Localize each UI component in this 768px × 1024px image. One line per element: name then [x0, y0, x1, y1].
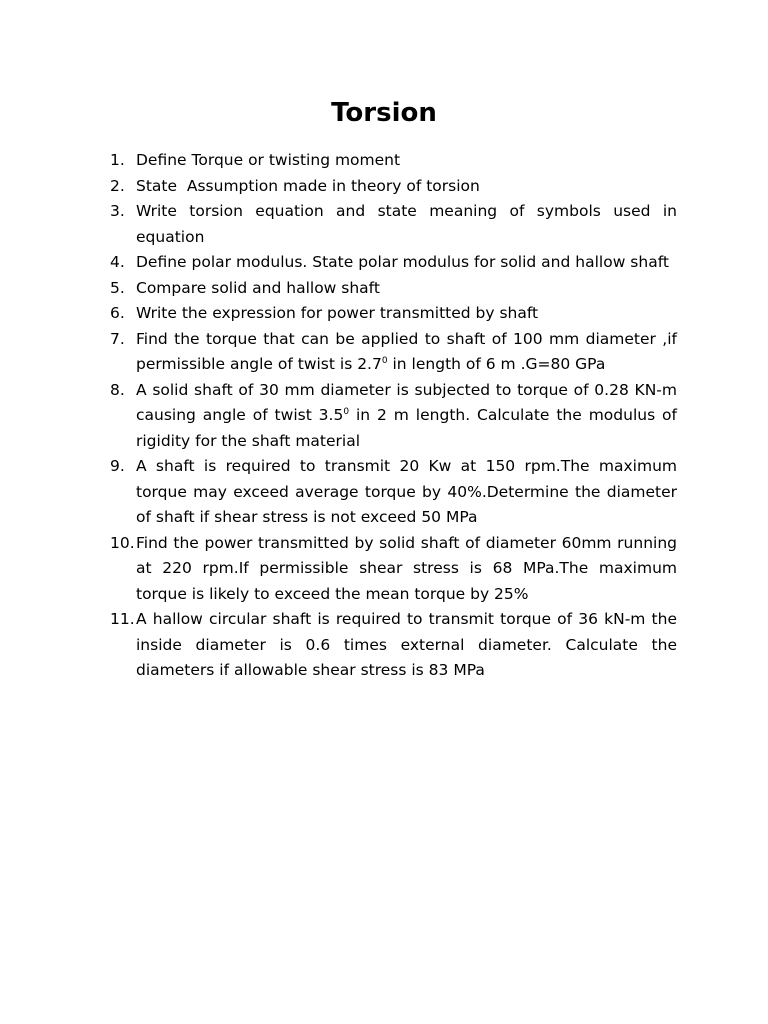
- question-text: Define Torque or twisting moment: [136, 151, 401, 169]
- question-text: Write the expression for power transmitted by shaft: [136, 304, 539, 322]
- question-text: Write torsion equation and state meaning of symbols used in equation: [136, 202, 677, 246]
- question-number: 1.: [110, 151, 125, 169]
- question-item-8: [110, 378, 677, 455]
- question-text: A shaft is required to transmit 20 Kw at 150 rpm.The maximum torque may exceed average torque by 40%.Determine the diameter of shaft if shear stress is not exceed 50 MPa: [136, 457, 677, 526]
- question-item-1: [110, 148, 677, 174]
- question-item-3: [110, 199, 677, 250]
- question-item-6: [110, 301, 677, 327]
- question-item-10: [110, 531, 677, 608]
- question-number: 5.: [110, 278, 125, 297]
- question-number: 2.: [110, 176, 125, 195]
- superscript-degree: 0: [343, 406, 350, 417]
- page-title: Torsion: [331, 98, 437, 128]
- question-item-5: [110, 276, 677, 302]
- question-number: 9.: [110, 457, 125, 475]
- question-number: 11.: [110, 610, 135, 628]
- question-number: 10.: [110, 533, 135, 552]
- question-item-2: [110, 174, 677, 200]
- question-number: 4.: [110, 253, 125, 271]
- question-item-4: [110, 250, 677, 276]
- question-number: 6.: [110, 304, 125, 322]
- question-text: Compare solid and hallow shaft: [136, 278, 380, 297]
- question-text: Find the torque that can be applied to shaft of 100 mm diameter ,if permissible angle of twist is $2.7^0$ in length of 6 m .G=80 GPa: [136, 329, 677, 373]
- question-text: Define polar modulus. State polar modulus for solid and hallow shaft: [136, 253, 669, 271]
- question-text: State Assumption made in theory of torsion: [136, 176, 480, 195]
- question-number: 3.: [110, 202, 125, 220]
- question-item-11: [110, 607, 677, 684]
- question-number: 7.: [110, 329, 125, 348]
- question-list: [110, 148, 677, 684]
- question-text: A hallow circular shaft is required to transmit torque of 36 kN-m the inside diameter is 0.6 times external diameter. Calculate the diameters if allowable shear stress is 83 MPa: [136, 610, 677, 679]
- question-text: Find the power transmitted by solid shaft of diameter 60mm running at 220 rpm.If permissible shear stress is 68 MPa.The maximum torque is likely to exceed the mean torque by 25%: [136, 533, 677, 603]
- question-text: A solid shaft of 30 mm diameter is subjected to torque of 0.28 KN-m causing angle of twist $3.5^0$ in 2 m length. Calculate the modulus of rigidity for the shaft material: [136, 380, 678, 450]
- question-item-7: [110, 327, 677, 378]
- superscript-degree: 0: [381, 355, 388, 366]
- question-number: 8.: [110, 380, 125, 399]
- question-item-9: [110, 454, 677, 531]
